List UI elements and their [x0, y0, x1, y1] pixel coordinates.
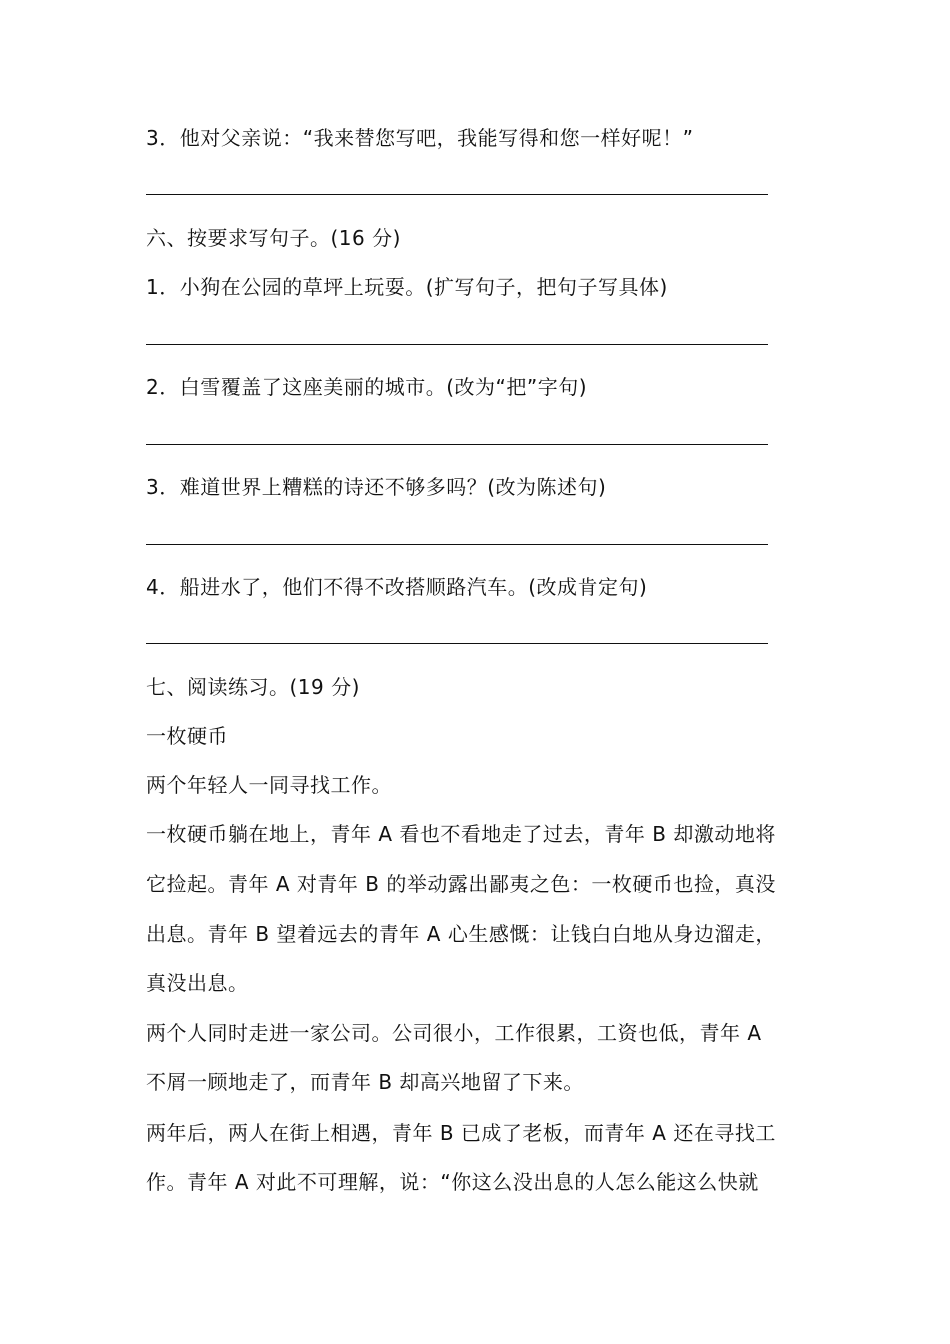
passage-title: 一枚硬币 [146, 724, 228, 748]
passage-line: 两个年轻人一同寻找工作。 [146, 773, 392, 797]
passage-line: 作。青年 A 对此不可理解，说：“你这么没出息的人怎么能这么快就 [146, 1170, 759, 1194]
passage-line: 两年后，两人在街上相遇，青年 B 已成了老板，而青年 A 还在寻找工 [146, 1121, 776, 1145]
question-6-2: 2．白雪覆盖了这座美丽的城市。(改为“把”字句) [146, 375, 588, 399]
passage-line: 真没出息。 [146, 971, 249, 995]
passage-line: 出息。青年 B 望着远去的青年 A 心生感慨：让钱白白地从身边溜走， [146, 922, 776, 946]
answer-line[interactable] [146, 643, 768, 644]
answer-line[interactable] [146, 444, 768, 445]
passage-line: 两个人同时走进一家公司。公司很小，工作很累，工资也低，青年 A [146, 1021, 762, 1045]
passage-line: 它捡起。青年 A 对青年 B 的举动露出鄙夷之色：一枚硬币也捡，真没 [146, 872, 776, 896]
answer-line[interactable] [146, 344, 768, 345]
answer-line[interactable] [146, 544, 768, 545]
passage-line: 一枚硬币躺在地上，青年 A 看也不看地走了过去，青年 B 却激动地将 [146, 822, 776, 846]
question-6-4: 4．船进水了，他们不得不改搭顺路汽车。(改成肯定句) [146, 575, 648, 599]
section-7-heading: 七、阅读练习。(19 分) [146, 675, 360, 699]
section-6-heading: 六、按要求写句子。(16 分) [146, 226, 401, 250]
answer-line[interactable] [146, 194, 768, 195]
question-5-3: 3．他对父亲说：“我来替您写吧，我能写得和您一样好呢！” [146, 126, 694, 150]
question-6-3: 3．难道世界上糟糕的诗还不够多吗？(改为陈述句) [146, 475, 607, 499]
question-6-1: 1．小狗在公园的草坪上玩耍。(扩写句子，把句子写具体) [146, 275, 668, 299]
passage-line: 不屑一顾地走了，而青年 B 却高兴地留了下来。 [146, 1070, 584, 1094]
